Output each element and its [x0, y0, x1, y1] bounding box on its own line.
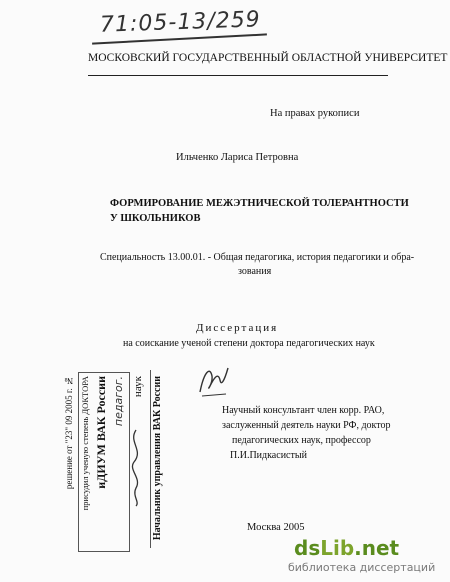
stamp-field: педагог.: [112, 376, 125, 427]
vak-stamp: [60, 370, 165, 550]
consultant-line-3: педагогических наук, профессор: [232, 435, 371, 446]
consultant-line-2: заслуженный деятель науки РФ, доктор: [222, 420, 391, 431]
stamp-decision: решение от "23" 09 2005 г. №: [64, 376, 74, 490]
consultant-block: [222, 403, 391, 463]
header-rule: [88, 75, 388, 76]
dslib-caption: библиотека диссертаций: [288, 561, 436, 574]
consultant-line-1: Научный консультант член корр. РАО,: [222, 405, 385, 416]
manuscript-note: На правах рукописи: [270, 108, 360, 119]
city-year: Москва 2005: [247, 522, 305, 533]
specialty-line-2: зования: [238, 266, 272, 277]
dslib-logo: dsLib.net: [294, 536, 400, 560]
specialty-line-1: Специальность 13.00.01. - Общая педагогика, история педагогики и обра-: [100, 252, 415, 263]
dslib-watermark: [288, 534, 450, 582]
consultant-line-4: П.И.Пидкасистый: [230, 450, 307, 461]
dissertation-title: ФОРМИРОВАНИЕ МЕЖЭТНИЧЕСКОЙ ТОЛЕРАНТНОСТИ У ШКОЛЬНИКОВ: [110, 198, 409, 224]
dissertation-label: Диссертация: [196, 322, 279, 334]
stamp-degree-line: присудил ученую степень ДОКТОРА: [80, 376, 90, 511]
stamp-sciences: наук: [132, 376, 144, 398]
degree-line: на соискание ученой степени доктора педагогических наук: [123, 338, 375, 349]
stamp-signature-icon: [126, 428, 146, 508]
signature-icon: [196, 362, 232, 400]
archive-number: 71:05-13/259: [99, 7, 262, 38]
university-name: МОСКОВСКИЙ ГОСУДАРСТВЕННЫЙ ОБЛАСТНОЙ УНИВЕРСИТЕТ: [88, 52, 448, 64]
stamp-head: Начальник управления ВАК России: [152, 376, 163, 541]
author-name: Ильченко Лариса Петровна: [176, 152, 299, 163]
stamp-org: иДИУМ ВАК России: [94, 376, 108, 489]
